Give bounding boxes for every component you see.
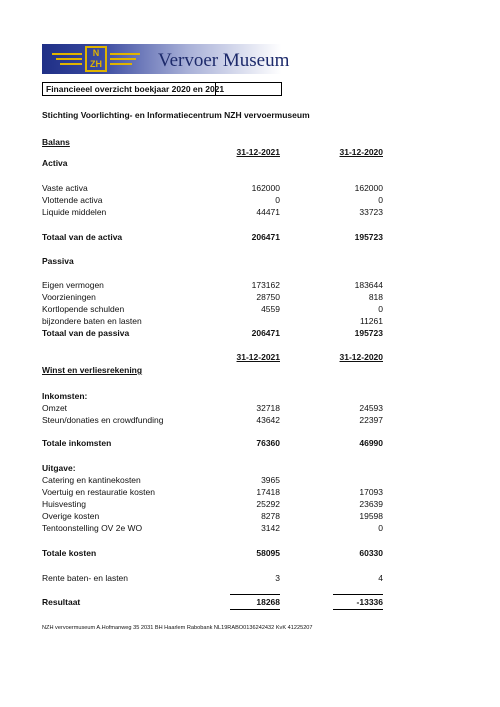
rente-label: Rente baten- en lasten: [42, 573, 129, 583]
row-label: Kortlopende schulden: [42, 304, 125, 314]
activa-total-2020: 195723: [354, 232, 383, 242]
subject-divider: [215, 83, 216, 95]
passiva-total-label: Totaal van de passiva: [42, 328, 130, 338]
inkomsten-total-2021: 76360: [256, 438, 280, 448]
row-value-2021: 4559: [261, 304, 280, 314]
subject-box: [42, 82, 282, 96]
row-label: Huisvesting: [42, 499, 86, 509]
activa-title: Activa: [42, 158, 68, 168]
row-value-2020: 24593: [359, 403, 383, 413]
footer-text: NZH vervoermuseum A.Hofmanweg 35 2031 BH Haarlem Rabobank NL19RABO0136242432 KvK 41225207: [42, 625, 313, 631]
rente-2021: 3: [275, 573, 280, 583]
row-value-2021: 3142: [261, 523, 280, 533]
row-value-2021: 162000: [251, 183, 280, 193]
balans-title: Balans: [42, 137, 70, 147]
subject-text: Financieeel overzicht boekjaar 2020 en 2021: [46, 84, 225, 94]
resultaat-line-top: [333, 594, 383, 595]
wing-stripe: [110, 53, 140, 55]
wv-col-2021: 31-12-2021: [236, 352, 280, 362]
row-label: Vlottende activa: [42, 195, 103, 205]
row-value-2020: 0: [378, 304, 383, 314]
row-value-2020: 23639: [359, 499, 383, 509]
row-label: Tentoonstelling OV 2e WO: [42, 523, 143, 533]
row-value-2021: 17418: [256, 487, 280, 497]
row-label: Catering en kantinekosten: [42, 475, 141, 485]
row-value-2021: 173162: [251, 280, 280, 290]
brand-name: Vervoer Museum: [158, 50, 290, 71]
wv-col-2020: 31-12-2020: [339, 352, 383, 362]
activa-total-label: Totaal van de activa: [42, 232, 123, 242]
resultaat-2021: 18268: [256, 597, 280, 607]
row-value-2020: 818: [368, 292, 383, 302]
row-value-2021: 32718: [256, 403, 280, 413]
row-value-2020: 11261: [359, 316, 383, 326]
wing-stripe: [60, 63, 82, 65]
row-label: Voorzieningen: [42, 292, 96, 302]
nzh-logo-icon: N ZH: [85, 46, 107, 72]
wing-stripe: [56, 58, 82, 60]
inkomsten-title: Inkomsten:: [42, 391, 88, 401]
row-value-2021: 8278: [261, 511, 280, 521]
row-label: Overige kosten: [42, 511, 100, 521]
passiva-total-2020: 195723: [354, 328, 383, 338]
wing-stripe: [110, 63, 132, 65]
row-value-2020: 19598: [359, 511, 383, 521]
inkomsten-total-2020: 46990: [359, 438, 383, 448]
row-value-2021: 28750: [256, 292, 280, 302]
balans-col-2020: 31-12-2020: [339, 147, 383, 157]
activa-total-2021: 206471: [251, 232, 280, 242]
org-title: Stichting Voorlichting- en Informatiecentrum NZH vervoermuseum: [42, 110, 310, 120]
row-value-2020: 17093: [359, 487, 383, 497]
resultaat-2020: -13336: [356, 597, 383, 607]
row-value-2021: 25292: [256, 499, 280, 509]
wv-title: Winst en verliesrekening: [42, 365, 143, 375]
rente-2020: 4: [378, 573, 383, 583]
wing-stripe: [52, 53, 82, 55]
kosten-total-label: Totale kosten: [42, 548, 97, 558]
row-label: Voertuig en restauratie kosten: [42, 487, 155, 497]
passiva-total-2021: 206471: [251, 328, 280, 338]
resultaat-label: Resultaat: [42, 597, 81, 607]
row-label: Eigen vermogen: [42, 280, 104, 290]
row-value-2021: 44471: [256, 207, 280, 217]
wing-stripe: [110, 58, 136, 60]
row-label: Liquide middelen: [42, 207, 107, 217]
row-label: bijzondere baten en lasten: [42, 316, 142, 326]
passiva-title: Passiva: [42, 256, 74, 266]
row-value-2020: 162000: [354, 183, 383, 193]
resultaat-line-bottom: [333, 609, 383, 610]
row-value-2020: 22397: [359, 415, 383, 425]
kosten-total-2021: 58095: [256, 548, 280, 558]
uitgave-title: Uitgave:: [42, 463, 76, 473]
row-value-2021: 0: [275, 195, 280, 205]
row-label: Vaste activa: [42, 183, 88, 193]
row-value-2020: 33723: [359, 207, 383, 217]
resultaat-line-top: [230, 594, 280, 595]
row-value-2020: 0: [378, 523, 383, 533]
balans-col-2021: 31-12-2021: [236, 147, 280, 157]
row-label: Omzet: [42, 403, 68, 413]
row-value-2021: 3965: [261, 475, 280, 485]
kosten-total-2020: 60330: [359, 548, 383, 558]
row-value-2021: 43642: [256, 415, 280, 425]
row-label: Steun/donaties en crowdfunding: [42, 415, 164, 425]
inkomsten-total-label: Totale inkomsten: [42, 438, 112, 448]
resultaat-line-bottom: [230, 609, 280, 610]
row-value-2020: 183644: [354, 280, 383, 290]
row-value-2020: 0: [378, 195, 383, 205]
